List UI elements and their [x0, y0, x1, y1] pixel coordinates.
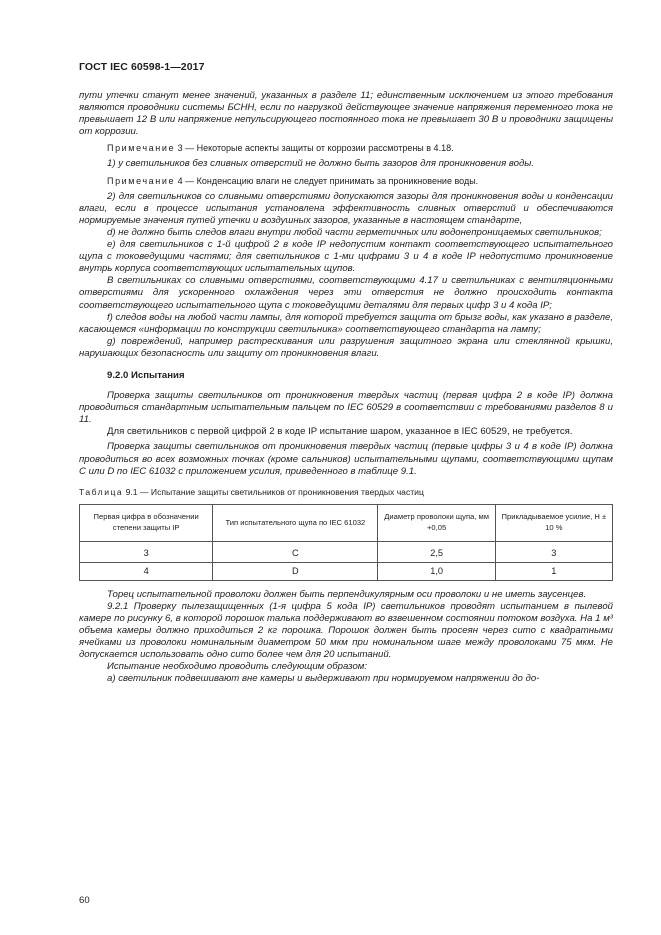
test-procedure-intro: Испытание необходимо проводить следующим образом: — [107, 661, 368, 673]
table-caption-label: Таблица — [79, 486, 124, 497]
after-table-paragraph-1: Торец испытательной проволоки должен быть перпендикулярным оси проволоки и не иметь заусенцев. — [107, 588, 587, 600]
table-header-cell: Тип испытательного щупа по IEC 61032 — [213, 504, 378, 541]
table-cell: 4 — [80, 562, 213, 580]
table-caption-text: 9.1 — Испытание защиты светильников от проникновения твердых частиц — [123, 486, 424, 497]
table-header-cell: Прикладываемое усилие, Н ± 10 % — [495, 504, 612, 541]
table-row — [80, 562, 613, 580]
test-paragraph-3: Проверка защиты светильников от проникновения твердых частиц (первые цифры 3 и 4 в коде IP) должна проводиться во всех возможных точках (кроме сальников) испытательными щупами, соответствующими щупам C или D по IEC 61032 с приложением усилия, приведенного в таблице 9.1. — [79, 441, 613, 477]
list-item-d: d) не должно быть следов влаги внутри любой части герметичных или водонепроницаемых светильников; — [107, 226, 602, 238]
probe-table — [79, 504, 613, 581]
test-paragraph-1: Проверка защиты светильников от проникновения твердых частиц (первая цифра 2 в коде IP) должна проводиться стандартным испытательным пальцем по IEC 60529 в соответствии с требованиями разделов 8 и 11. — [79, 390, 613, 426]
list-item-2: 2) для светильников со сливными отверстиями допускаются зазоры для проникновения воды и конденсации влаги, если в процессе испытания установлена эффективность сливных отверстий и обеспечиваются нормируемые значения путей утечки и воздушных зазоров, указанные в настоящем стандарте, — [79, 190, 613, 226]
note-3-label: Примечание — [107, 143, 176, 154]
test-paragraph-2: Для светильников с первой цифрой 2 в коде IP испытание шаром, указанное в IEC 60529, не требуется. — [107, 426, 573, 438]
paragraph-creepage: пути утечки станут менее значений, указанных в разделе 11; единственным исключением из этого требования являются проводники системы БСНН, если по нагрузкой действующее значение напряжения переменного тока не превышает 12 В или напряжение непульсирующего постоянного тока не превышает 30 В и проводники защищены от коррозии. — [79, 90, 613, 138]
table-cell: 3 — [495, 541, 612, 562]
standard-header: ГОСТ IEC 60598-1—2017 — [79, 61, 205, 73]
document-body — [79, 90, 613, 686]
table-cell: 1 — [495, 562, 612, 580]
note-4-label: Примечание — [107, 175, 176, 186]
table-cell: C — [213, 541, 378, 562]
table-cell: 1,0 — [378, 562, 495, 580]
table-cell: 2,5 — [378, 541, 495, 562]
list-item-1: 1) у светильников без сливных отверстий не должно быть зазоров для проникновения воды. — [107, 158, 535, 170]
page-number: 60 — [79, 895, 90, 906]
test-procedure-item-a: a) светильник подвешивают вне камеры и выдерживают при нормируемом напряжении до до- — [107, 673, 540, 685]
table-cell: 3 — [80, 541, 213, 562]
table-header-cell: Первая цифра в обозначении степени защиты IP — [80, 504, 213, 541]
list-item-e: e) для светильников с 1-й цифрой 2 в коде IP недопустим контакт соответствующего испытательного щупа с токоведущими частями; для светильников с 1-ми цифрами 3 и 4 в коде IP недопустимо проникновение внутрь корпуса соответствующих испытательных щупов. — [79, 239, 613, 275]
section-heading: 9.2.0 Испытания — [107, 369, 185, 381]
table-cell: D — [213, 562, 378, 580]
note-3-text: 3 — Некоторые аспекты защиты от коррозии рассмотрены в 4.18. — [175, 143, 454, 154]
table-caption — [79, 486, 613, 498]
list-item-e-continued: В светильниках со сливными отверстиями, соответствующими 4.17 и светильниках с вентиляционными отверстиями для ускоренного охлаждения через эти отверстия не должно происходить контакта соответствующего испытательного щупа с токоведущими деталями для первых цифр 3 и 4 кода IP; — [79, 275, 613, 311]
list-item-f: f) следов воды на любой части лампы, для которой требуется защита от брызг воды, как указано в разделе, касающемся «информации по конструкции светильника» соответствующего стандарта на лампу; — [79, 311, 613, 335]
list-item-g: g) повреждений, например растрескивания или разрушения защитного экрана или стеклянной крышки, нарушающих безопасность или защиту от проникновения влаги. — [79, 335, 613, 359]
note-3 — [79, 142, 613, 154]
table-header-cell: Диаметр проволоки щупа, мм +0,05 — [378, 504, 495, 541]
table-row — [80, 541, 613, 562]
dust-test-paragraph: 9.2.1 Проверку пылезащищенных (1-я цифра 5 кода IP) светильников проводят испытанием в пылевой камере по рисунку 6, в которой порошок талька поддерживают во взвешенном состоянии потоком воздуха. На 1 м³ объема камеры должно приходиться 2 кг порошка. Порошок должен быть просеян через сито с квадратными ячейками из проволоки номинальным диаметром 50 мкм при номинальном шаге между проволоками 75 мкм. Не допускается использовать одно сито более чем для 20 испытаний. — [79, 600, 613, 661]
note-4-text: 4 — Конденсацию влаги не следует принимать за проникновение воды. — [175, 175, 479, 186]
note-4 — [79, 175, 613, 187]
table-header-row — [80, 504, 613, 541]
